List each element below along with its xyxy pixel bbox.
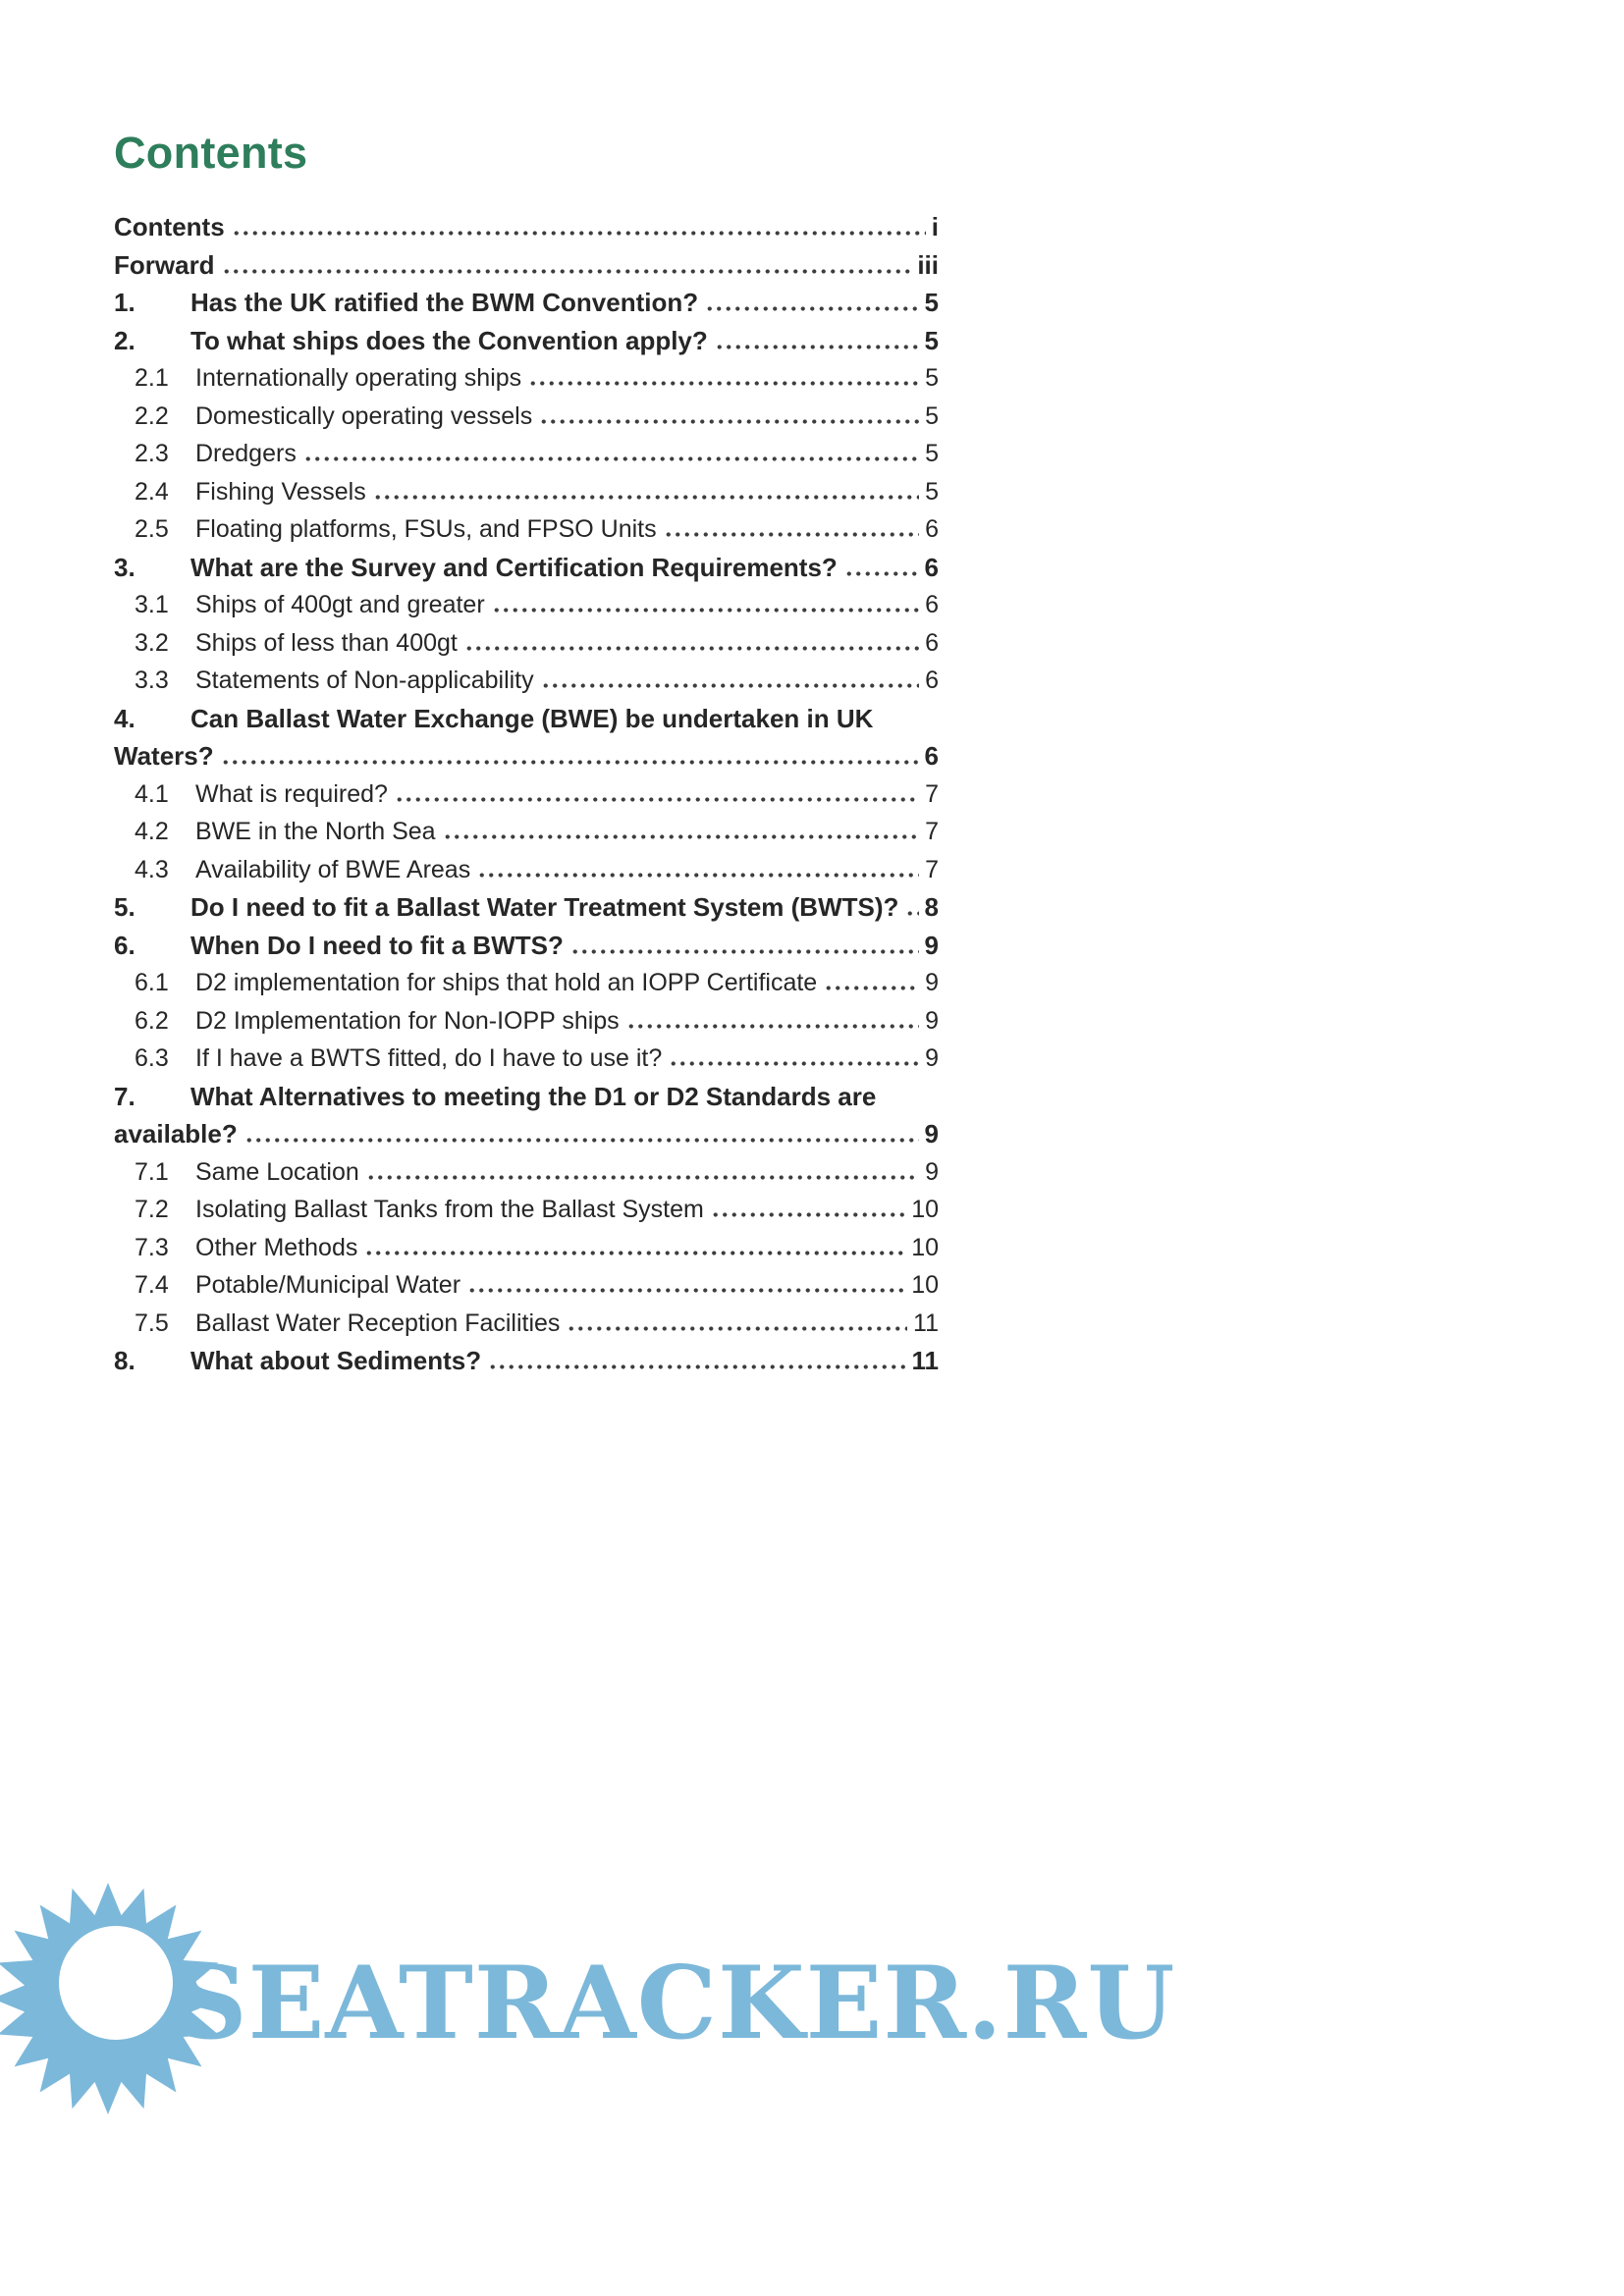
toc-entry-page: 7: [925, 855, 939, 883]
dot-leader: [905, 911, 918, 916]
toc-entry-page: 6: [925, 515, 939, 543]
toc-entry: [114, 927, 939, 965]
toc-entry: [114, 964, 939, 1002]
toc-entry-page: 10: [911, 1271, 939, 1299]
toc-entry-number: 4.1: [135, 779, 169, 808]
dot-leader: [664, 532, 919, 537]
dot-leader: [488, 1364, 905, 1369]
dot-leader: [467, 1288, 905, 1293]
toc-entry-number: 1.: [114, 288, 135, 317]
dot-leader: [244, 1138, 919, 1143]
toc-entry-number: 2.4: [135, 477, 169, 506]
toc-entry-number: 4.3: [135, 855, 169, 883]
toc-entry-page: 9: [925, 1044, 939, 1072]
toc-entry-page: 5: [925, 364, 939, 392]
dot-leader: [222, 269, 912, 274]
toc-entry-label: D2 Implementation for Non-IOPP ships: [195, 1006, 620, 1035]
toc-entry-number: 3.1: [135, 591, 169, 618]
toc-entry: [114, 1040, 939, 1078]
toc-entry-label: available?: [114, 1119, 238, 1148]
toc-entry-label: To what ships does the Convention apply?: [190, 325, 708, 355]
toc-entry: [114, 1305, 939, 1343]
toc-entry-number: 2.3: [135, 440, 169, 467]
dot-leader: [626, 1024, 919, 1029]
toc-entry: [114, 435, 939, 473]
toc-entry-label: Statements of Non-applicability: [195, 667, 534, 694]
toc-entry-label: What are the Survey and Certification Requirements?: [190, 552, 838, 582]
toc-entry: [114, 813, 939, 851]
dot-leader: [711, 1212, 905, 1217]
dot-leader: [567, 1326, 907, 1331]
toc-entry-number: 3.3: [135, 667, 169, 694]
dot-leader: [539, 419, 919, 424]
toc-entry-number: 5.: [114, 892, 135, 922]
toc-entry-page: 11: [911, 1346, 939, 1375]
toc-entry-page: 5: [924, 288, 939, 317]
toc-entry-number: 2.1: [135, 364, 169, 392]
toc-entry-label: Potable/Municipal Water: [195, 1271, 461, 1299]
dot-leader: [303, 456, 919, 461]
toc-entry-page: 9: [924, 1119, 939, 1148]
toc-entry-label: What is required?: [195, 779, 388, 808]
toc-entry-number: 7.3: [135, 1233, 169, 1261]
toc-entry-number: 7.4: [135, 1271, 169, 1299]
toc-entry: [114, 624, 939, 663]
toc-entry-page: 10: [911, 1196, 939, 1223]
toc-entry-label: Ships of 400gt and greater: [195, 591, 485, 618]
toc-entry-page: 5: [925, 440, 939, 467]
toc-entry-page: i: [931, 212, 939, 241]
toc-entry-page: 7: [925, 779, 939, 808]
toc-entry: [114, 284, 939, 322]
dot-leader: [492, 608, 919, 613]
toc-entry-label: Domestically operating vessels: [195, 401, 533, 430]
toc-entry-label: Ballast Water Reception Facilities: [195, 1308, 561, 1337]
toc-entry-page: 10: [911, 1233, 939, 1261]
dot-leader: [443, 834, 920, 839]
toc-entry: [114, 208, 939, 246]
toc-entry-page: iii: [917, 249, 939, 280]
dot-leader: [570, 949, 919, 954]
toc-entry-continuation: [114, 1115, 939, 1153]
watermark-text: SEATRACKER.RU: [175, 1945, 1176, 2062]
dot-leader: [669, 1061, 919, 1066]
dot-leader: [395, 797, 919, 802]
toc-entry-number: 4.2: [135, 818, 169, 845]
toc-entry-page: 9: [925, 1006, 939, 1035]
toc-entry-number: 6.2: [135, 1006, 169, 1035]
dot-leader: [364, 1251, 905, 1255]
toc-entry-number: 6.: [114, 930, 135, 960]
toc-entry: [114, 700, 939, 738]
toc-entry: [114, 549, 939, 587]
toc-entry-label: D2 implementation for ships that hold an IOPP Certificate: [195, 969, 818, 996]
page-title: Contents: [114, 128, 308, 178]
toc-entry-page: 6: [925, 591, 939, 618]
toc-entry: [114, 1191, 939, 1229]
toc-entry-label: Waters?: [114, 741, 214, 771]
dot-leader: [824, 986, 919, 990]
toc-entry-number: 8.: [114, 1346, 135, 1375]
toc-entry: [114, 1229, 939, 1267]
toc-entry: [114, 359, 939, 398]
toc-entry-label: Can Ballast Water Exchange (BWE) be undertaken in UK: [190, 703, 874, 733]
toc-entry-label: Floating platforms, FSUs, and FPSO Units: [195, 515, 657, 543]
toc-entry-label: Fishing Vessels: [195, 477, 366, 506]
toc-entry-label: Do I need to fit a Ballast Water Treatment System (BWTS)?: [190, 892, 899, 922]
toc-entry-number: 2.: [114, 325, 135, 355]
toc-entry-page: 6: [924, 741, 939, 771]
toc-entry-label: What Alternatives to meeting the D1 or D2 Standards are: [190, 1081, 877, 1111]
toc-entry-page: 5: [925, 477, 939, 506]
toc-entry-page: 9: [924, 930, 939, 960]
toc-entry-label: What about Sediments?: [190, 1346, 482, 1375]
toc-entry: [114, 1342, 939, 1380]
dot-leader: [705, 306, 918, 311]
toc-entry-label: Contents: [114, 212, 225, 241]
toc-entry: [114, 473, 939, 511]
toc-entry-continuation: [114, 737, 939, 775]
toc-entry-label: Forward: [114, 249, 215, 280]
toc-entry-number: 6.1: [135, 969, 169, 996]
toc-entry-page: 8: [924, 892, 939, 922]
toc-entry-label: Internationally operating ships: [195, 364, 522, 392]
toc-entry-number: 2.5: [135, 515, 169, 543]
dot-leader: [528, 381, 919, 386]
toc-entry-label: Same Location: [195, 1157, 359, 1186]
dot-leader: [373, 495, 919, 500]
toc-entry-number: 3.: [114, 552, 135, 582]
toc-entry: [114, 398, 939, 436]
dot-leader: [464, 646, 919, 651]
toc-entry-number: 7.1: [135, 1157, 169, 1186]
toc-entry: [114, 775, 939, 814]
toc-entry: [114, 888, 939, 927]
toc-entry-number: 7.2: [135, 1196, 169, 1223]
toc-entry-label: BWE in the North Sea: [195, 818, 436, 845]
toc-section: [114, 128, 939, 1380]
toc-entry-number: 2.2: [135, 401, 169, 430]
toc-entry: [114, 246, 939, 285]
toc-entry: [114, 510, 939, 549]
toc-entry: [114, 851, 939, 889]
toc-entry-label: Other Methods: [195, 1233, 358, 1261]
toc-entry-label: Has the UK ratified the BWM Convention?: [190, 288, 699, 317]
dot-leader: [221, 760, 919, 765]
toc-entry-label: When Do I need to fit a BWTS?: [190, 930, 564, 960]
toc-entry: [114, 662, 939, 700]
toc-entry-label: If I have a BWTS fitted, do I have to use it?: [195, 1044, 663, 1072]
dot-leader: [477, 873, 919, 878]
toc-entry: [114, 586, 939, 624]
toc-entry-page: 6: [925, 667, 939, 694]
toc-entry-page: 9: [925, 1157, 939, 1186]
toc-entry-page: 7: [925, 818, 939, 845]
toc-entry-page: 5: [924, 325, 939, 355]
toc-entry: [114, 322, 939, 360]
toc-entry-number: 6.3: [135, 1044, 169, 1072]
toc-entry-label: Ships of less than 400gt: [195, 628, 458, 657]
dot-leader: [232, 231, 926, 236]
toc-entry-number: 7.5: [135, 1308, 169, 1337]
toc-entry-page: 6: [924, 552, 939, 582]
toc-entry-number: 4.: [114, 703, 135, 733]
toc-entry-page: 5: [925, 401, 939, 430]
toc-entry: [114, 1153, 939, 1192]
dot-leader: [366, 1175, 919, 1180]
toc-entry: [114, 1002, 939, 1041]
toc-list: [114, 208, 939, 1380]
toc-entry-number: 7.: [114, 1081, 135, 1111]
toc-entry-label: Availability of BWE Areas: [195, 855, 471, 883]
toc-entry: [114, 1266, 939, 1305]
toc-entry-label: Isolating Ballast Tanks from the Ballast System: [195, 1196, 704, 1223]
toc-entry-number: 3.2: [135, 628, 169, 657]
toc-entry-label: Dredgers: [195, 440, 297, 467]
toc-entry: [114, 1078, 939, 1116]
dot-leader: [541, 683, 919, 688]
toc-entry-page: 11: [913, 1308, 939, 1337]
dot-leader: [844, 571, 919, 576]
toc-entry-page: 9: [925, 969, 939, 996]
toc-entry-page: 6: [925, 628, 939, 657]
dot-leader: [715, 345, 919, 349]
